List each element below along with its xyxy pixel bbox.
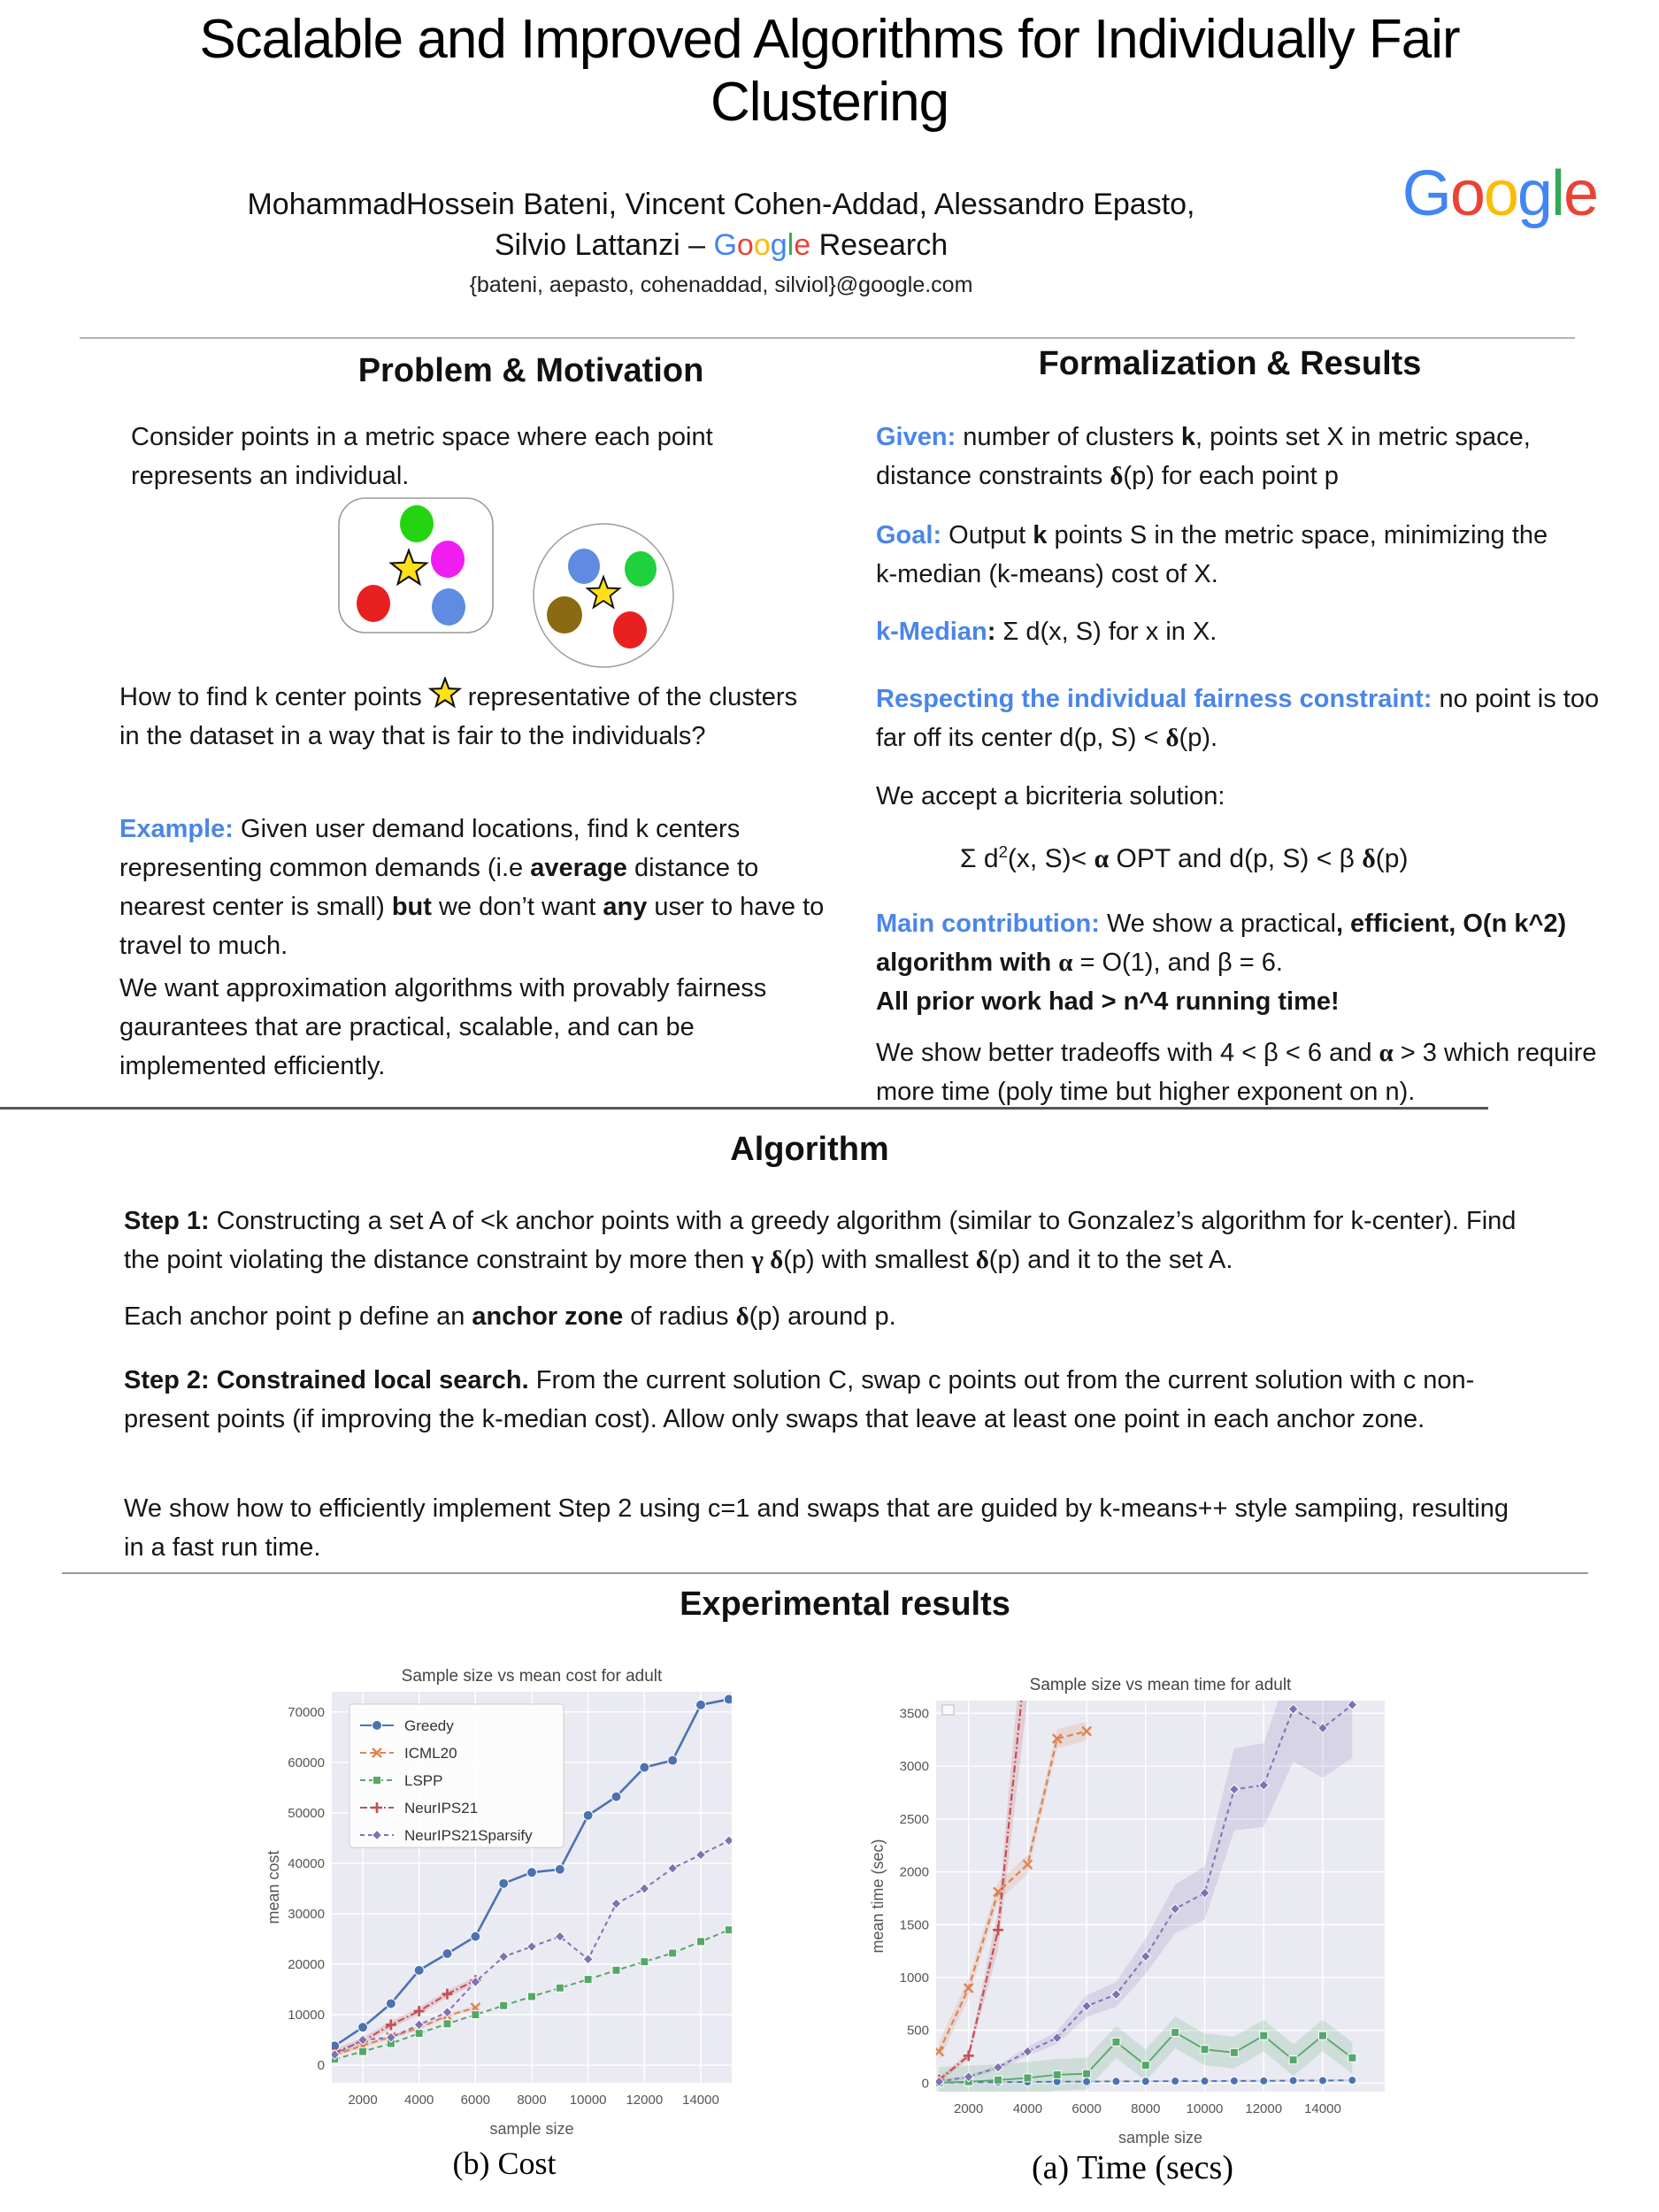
svg-text:sample size: sample size — [489, 2120, 574, 2138]
svg-text:2000: 2000 — [954, 2101, 984, 2116]
point-red-2 — [613, 611, 647, 649]
left-paragraph-example: Example: Given user demand locations, find k centers representing common demands (i.e average distance to nearest center is small) but we don’t want any user to have to travel to much. — [119, 815, 825, 961]
authors-line-1: MohammadHossein Bateni, Vincent Cohen-Addad, Alessandro Epasto, — [247, 188, 1195, 221]
svg-text:4000: 4000 — [403, 2093, 434, 2108]
svg-text:30000: 30000 — [288, 1906, 325, 1922]
svg-text:LSPP: LSPP — [404, 1772, 443, 1789]
left-section-heading: Problem & Motivation — [357, 352, 704, 389]
right-paragraph-given: Given: number of clusters k, points set X in metric space, distance constraints δ(p) for each point p — [876, 423, 1531, 491]
svg-text:NeurIPS21Sparsify: NeurIPS21Sparsify — [404, 1827, 533, 1844]
right-paragraph-bicriteria: We accept a bicriteria solution: — [876, 782, 1225, 810]
star-icon — [427, 677, 463, 710]
svg-text:2000: 2000 — [348, 2093, 378, 2108]
clusters-diagram — [327, 487, 699, 680]
svg-text:10000: 10000 — [288, 2008, 325, 2024]
svg-text:8000: 8000 — [1131, 2101, 1161, 2116]
algorithm-step1: Step 1: Constructing a set A of <k anchor points with a greedy algorithm (similar to Gonzalez’s algorithm for k‑center). Find the point violating the distance constraint by more then γ δ(p) with smallest δ(p) and it to the set A. — [124, 1207, 1517, 1275]
svg-text:Sample size vs mean cost for a: Sample size vs mean cost for adult — [401, 1667, 663, 1686]
svg-text:10000: 10000 — [1186, 2101, 1224, 2116]
algorithm-heading: Algorithm — [730, 1131, 889, 1168]
right-paragraph-fairness: Respecting the individual fairness constraint: no point is too far off its center d(p, S) < δ(p). — [876, 685, 1600, 753]
svg-text:4000: 4000 — [1012, 2101, 1043, 2116]
svg-text:14000: 14000 — [682, 2093, 719, 2108]
left-paragraph-2: How to find k center points representative of the clusters in the dataset in a way that is fair to the individuals? — [119, 677, 805, 756]
left-paragraph-3: We want approximation algorithms with provably fairness gaurantees that are practical, scalable, and can be implemented efficiently. — [119, 974, 767, 1081]
point-red — [357, 585, 390, 622]
right-paragraph-tradeoffs: We show better tradeoffs with 4 < β < 6 and α > 3 which require more time (poly time but higher exponent on n). — [876, 1039, 1597, 1107]
svg-text:0: 0 — [317, 2058, 325, 2074]
svg-text:1000: 1000 — [899, 1970, 929, 1985]
svg-text:8000: 8000 — [517, 2093, 547, 2108]
right-section-heading: Formalization & Results — [1038, 345, 1422, 382]
google-logo: Google — [1402, 158, 1597, 229]
algorithm-anchor-zone: Each anchor point p define an anchor zone of radius δ(p) around p. — [124, 1302, 896, 1331]
svg-text:mean cost: mean cost — [265, 1850, 282, 1924]
email-line: {bateni, aepasto, cohenaddad, silviol}@google.com — [469, 273, 973, 297]
time-chart — [849, 1663, 1416, 2148]
right-paragraph-goal: Goal: Output k points S in the metric space, minimizing the k‑median (k‑means) cost of X. — [876, 521, 1548, 589]
right-paragraph-contribution: Main contribution: We show a practical, efficient, O(n k^2) algorithm with α = O(1), and β = 6. All prior work had > n^4 running time! — [876, 910, 1567, 1017]
svg-text:6000: 6000 — [460, 2093, 491, 2108]
svg-text:14000: 14000 — [1304, 2101, 1341, 2116]
svg-text:60000: 60000 — [288, 1755, 325, 1770]
authors-line-2: Silvio Lattanzi – Google Research — [494, 228, 949, 262]
svg-text:40000: 40000 — [288, 1855, 325, 1871]
columns-divider — [0, 1107, 1488, 1110]
bicriteria-formula: Σ $d^2(x$, S)< α OPT and d(p, S) < β δ(p) — [960, 842, 1409, 873]
svg-text:6000: 6000 — [1071, 2101, 1102, 2116]
algorithm-step2: Step 2: Constrained local search. From the current solution C, swap c points out from the current solution with c non-present points (if improving the k-median cost). Allow only swaps that leave at least one point in each anchor zone. — [124, 1366, 1475, 1434]
header-divider — [80, 337, 1575, 339]
svg-text:2000: 2000 — [899, 1864, 929, 1880]
svg-text:ICML20: ICML20 — [404, 1745, 457, 1762]
svg-text:10000: 10000 — [569, 2093, 607, 2108]
point-green-2 — [625, 551, 657, 587]
point-green — [400, 505, 434, 542]
point-blue-2 — [568, 549, 600, 584]
svg-text:50000: 50000 — [288, 1805, 325, 1821]
right-paragraph-kmedian: k-Median: Σ d(x, S) for x in X. — [876, 618, 1217, 646]
svg-text:500: 500 — [906, 2023, 929, 2039]
algorithm-implementation: We show how to efficiently implement Step 2 using c=1 and swaps that are guided by k-means++ style sampiing, resulting in a fast run time. — [124, 1494, 1509, 1563]
svg-text:2500: 2500 — [899, 1811, 929, 1827]
svg-text:3500: 3500 — [899, 1706, 929, 1722]
time-caption: (a) Time (secs) — [1032, 2149, 1233, 2186]
svg-text:0: 0 — [921, 2076, 929, 2092]
cost-chart — [248, 1656, 761, 2141]
point-brown — [547, 596, 582, 634]
svg-text:12000: 12000 — [626, 2093, 664, 2108]
svg-text:1500: 1500 — [899, 1917, 929, 1933]
experimental-heading: Experimental results — [680, 1586, 1010, 1623]
cost-caption: (b) Cost — [452, 2146, 557, 2181]
svg-text:Sample size vs mean time for a: Sample size vs mean time for adult — [1029, 1676, 1292, 1694]
point-blue — [432, 588, 465, 626]
poster-title: Scalable and Improved Algorithms for Individually Fair Clustering — [199, 9, 1460, 133]
svg-text:NeurIPS21: NeurIPS21 — [404, 1800, 479, 1816]
svg-text:Greedy: Greedy — [404, 1717, 454, 1734]
point-magenta — [431, 541, 465, 578]
experimental-divider — [62, 1572, 1588, 1574]
left-paragraph-1: Consider points in a metric space where each point represents an individual. — [131, 423, 713, 491]
svg-text:mean time (sec): mean time (sec) — [869, 1839, 887, 1954]
svg-text:sample size: sample size — [1118, 2129, 1203, 2147]
svg-text:20000: 20000 — [288, 1956, 325, 1972]
svg-text:12000: 12000 — [1245, 2101, 1283, 2116]
svg-text:70000: 70000 — [288, 1704, 325, 1720]
svg-text:3000: 3000 — [899, 1759, 929, 1775]
